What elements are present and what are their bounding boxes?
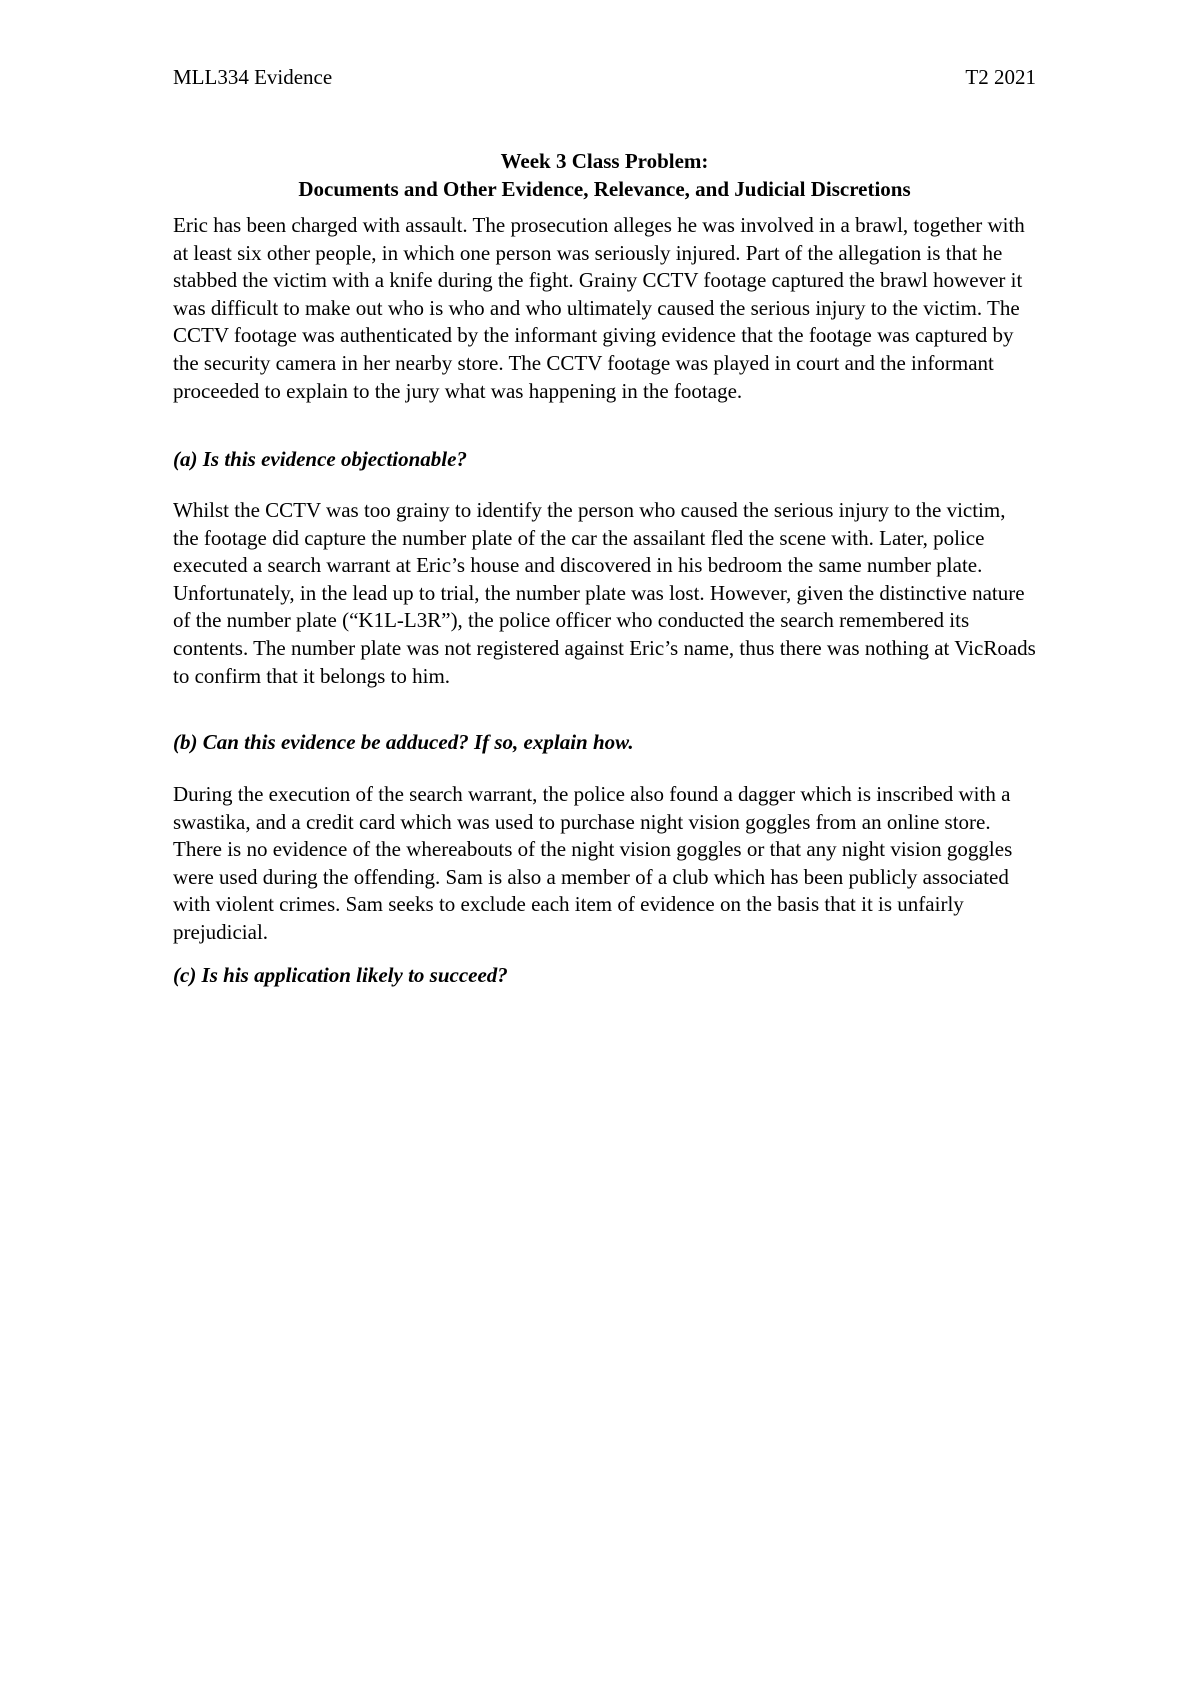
question-b: (b) Can this evidence be adduced? If so, explain how. [173,730,634,754]
paragraph-facts-search-warrant: During the execution of the search warrant, the police also found a dagger which is inscribed with a swastika, and a credit card which was used to purchase night vision goggles from an online store. There is no evidence of the whereabouts of the night vision goggles or that any night vision goggles were used during the offending. Sam is also a member of a club which has been publicly associated with violent crimes. Sam seeks to exclude each item of evidence on the basis that it is unfairly prejudicial. [173,782,1013,944]
paragraph-facts-cctv: Eric has been charged with assault. The prosecution alleges he was involved in a brawl, together with at least six other people, in which one person was seriously injured. Part of the allegation is that he stabbed the victim with a knife during the fight. Grainy CCTV footage captured the brawl however it was difficult to make out who is who and who ultimately caused the serious injury to the victim. The CCTV footage was authenticated by the informant giving evidence that the footage was captured by the security camera in her nearby store. The CCTV footage was played in court and the informant proceeded to explain to the jury what was happening in the footage. [173,213,1025,403]
paragraph-facts-number-plate: Whilst the CCTV was too grainy to identify the person who caused the serious injury to the victim, the footage did capture the number plate of the car the assailant fled the scene with. Later, police executed a search warrant at Eric’s house and discovered in his bedroom the same number plate. Unfortunately, in the lead up to trial, the number plate was lost. However, given the distinctive nature of the number plate (“K1L-L3R”), the police officer who conducted the search remembered its contents. The number plate was not registered against Eric’s name, thus there was nothing at VicRoads to confirm that it belongs to him. [173,498,1036,688]
header-course-code: MLL334 Evidence [173,65,333,89]
page-header [173,64,1036,90]
header-term: T2 2021 [965,65,1036,89]
title-line-2: Documents and Other Evidence, Relevance, and Judicial Discretions [298,177,911,201]
question-c: (c) Is his application likely to succeed? [173,963,508,987]
question-a: (a) Is this evidence objectionable? [173,447,467,471]
title-line-1: Week 3 Class Problem: [500,149,709,173]
document-title [173,147,1036,203]
